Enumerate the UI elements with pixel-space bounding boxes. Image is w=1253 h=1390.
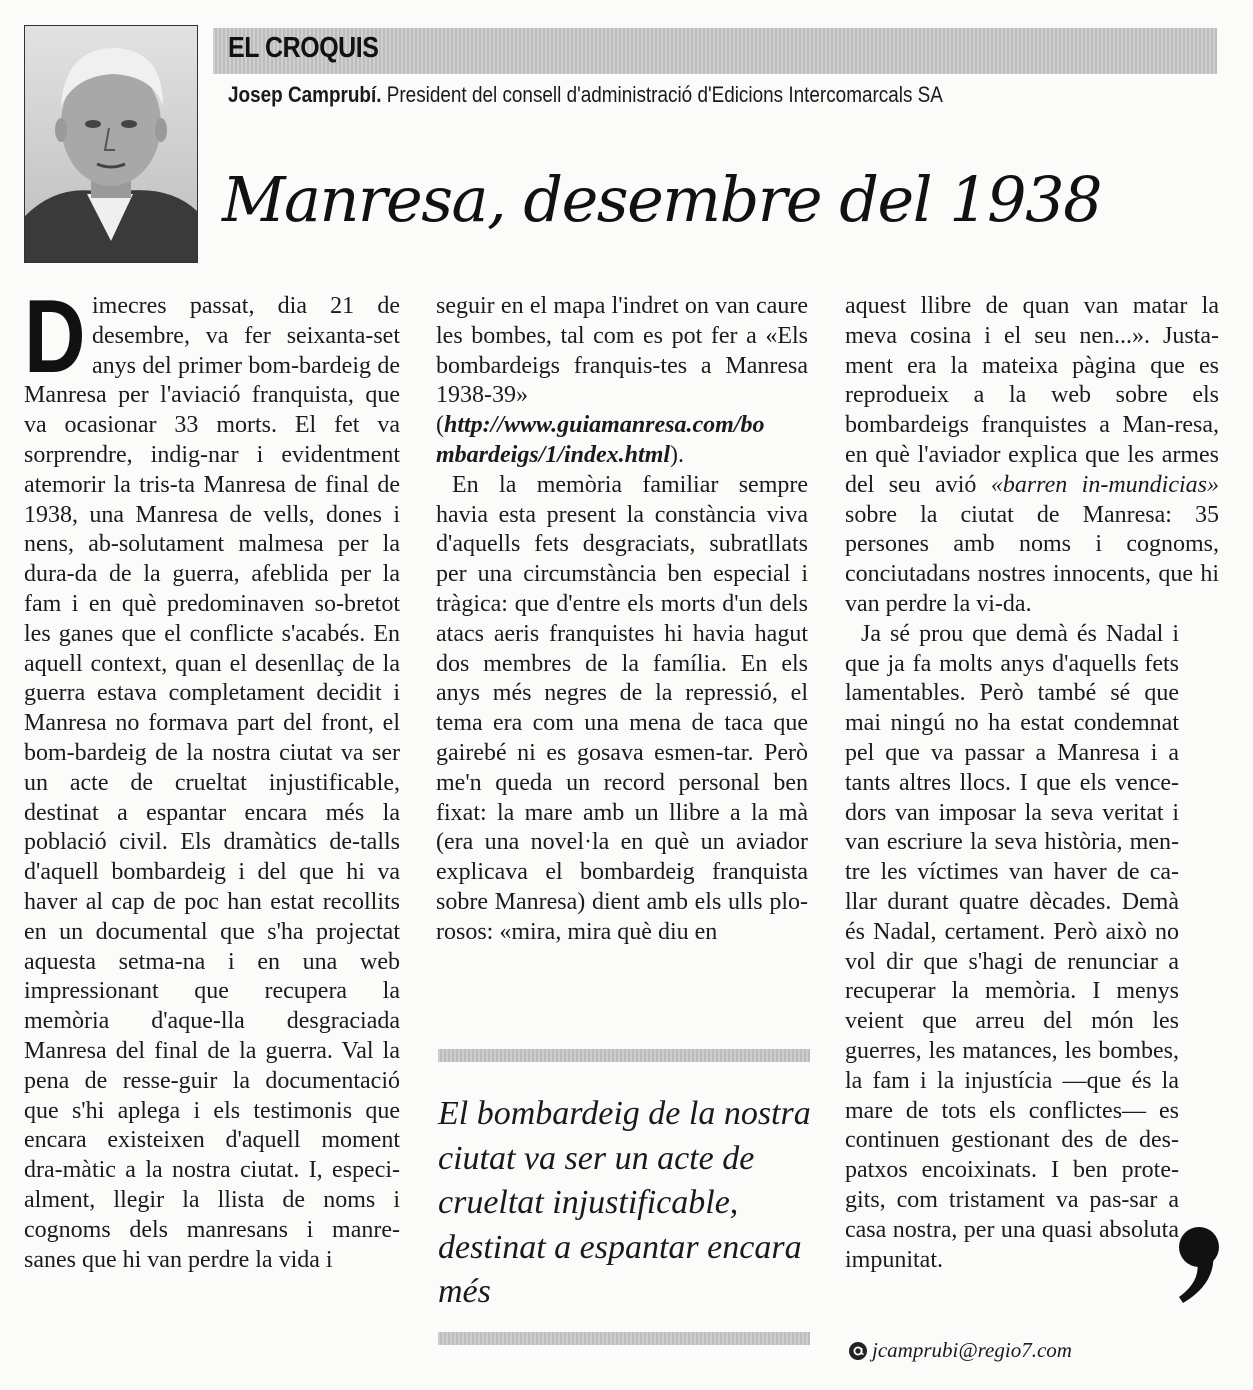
- byline: [228, 82, 943, 108]
- article-paragraph-3: En la memòria familiar sempre havia esta present la constància viva d'aquells fets desgraciats, subratllats per una circumstància ben especial i tràgica: que d'entre els morts d'un dels atacs aeris franquistes hi havia hagut dos membres de la família. En els anys més negres de la repressió, el tema era com una mena de taca que gairebé ni es gosava esmen-tar. Però me'n queda un record personal ben fixat: la mare amb un llibre a la mà (era una novel·la en què un aviador explicava el bombardeig franquista sobre Manresa) dient amb els ulls plo-rosos: «mira, mira què diu en: [436, 471, 808, 945]
- pullquote-bottom-bar: [438, 1332, 810, 1345]
- article-paragraph-5: Ja sé prou que demà és Nadal i que ja fa molts anys d'aquells fets lamentables. Però també sé que mai ningú no ha estat condemnat pel que va passar a Manresa i a tants altres llocs. I que els vence-dors van imposar la seva veritat i van escriure la seva història, men-tre les víctimes van haver de ca-llar durant quatre dècades. Demà és Nadal, certament. Però això no vol dir que s'hagi de renunciar a recuperar la memòria. I menys veient que arreu del món les guerres, les matances, les bombes, la fam i la injustícia —que és la mare de tots els conflictes— es continuen gestionant des de des-patxos encoixinats. I ben prote-gits, com tristament va pas-sar a casa nostra, per una quasi absoluta impunitat.: [845, 620, 1179, 1273]
- article-paragraph-4: aquest llibre de quan van matar la meva cosina i el seu nen...». Justa-ment era la mateixa pàgina que es reprodueix a la web sobre els bombardeigs franquistes a Man-resa, en què l'aviador explica que les armes del seu avió: [845, 293, 1219, 498]
- author-photo: [24, 25, 198, 263]
- article-column-2: seguir en el mapa l'indret on van caure les bombes, tal com es pot fer a «Els bombardeigs franquis-tes a Manresa 1938-39» (http://www.guiamanresa.com/bo mbardeigs/1/index.html). En la memòria familiar sempre havia esta present la constància viva d'aquells fets desgraciats, subratllats per una circumstància ben especial i tràgica: que d'entre els morts d'un dels atacs aeris franquistes hi havia hagut dos membres de la família. En els anys més negres de la repressió, el tema era com una mena de taca que gairebé ni es gosava esmen-tar. Però me'n queda un record personal ben fixat: la mare amb un llibre a la mà (era una novel·la en què un aviador explicava el bombardeig franquista sobre Manresa) dient amb els ulls plo-rosos: «mira, mira què diu en: [436, 292, 808, 948]
- article-column-3: aquest llibre de quan van matar la meva cosina i el seu nen...». Justa-ment era la mateixa pàgina que es reprodueix a la web sobre els bombardeigs franquistes a Man-resa, en què l'aviador explica que les armes del seu avió «barren in-mundicias» sobre la ciutat de Manresa: 35 persones amb noms i cognoms, conciutadans nostres innocents, que hi van perdre la vi-da. Ja sé prou que demà és Nadal i que ja fa molts anys d'aquells fets lamentables. Però també sé que mai ningú no ha estat condemnat pel que va passar a Manresa i a tants altres llocs. I que els vence-dors van imposar la seva veritat i van escriure la seva història, men-tre les víctimes van haver de ca-llar durant quatre dècades. Demà és Nadal, certament. Però això no vol dir que s'hagi de renunciar a recuperar la memòria. I menys veient que arreu del món les guerres, les matances, les bombes, la fam i la injustícia —que és la mare de tots els conflictes— es continuen gestionant des de des-patxos encoixinats. I ben prote-gits, com tristament va pas-sar a casa nostra, per una quasi absoluta impunitat.: [845, 292, 1219, 1275]
- article-quote-italic: «barren in-mundicias»: [990, 471, 1219, 498]
- article-column-1: [24, 279, 400, 1275]
- author-email[interactable]: jcamprubi@regio7.com: [872, 1338, 1072, 1362]
- at-sign-icon: [848, 1341, 868, 1361]
- article-paragraph-2: seguir en el mapa l'indret on van caure les bombes, tal com es pot fer a «Els bombardeigs franquis-tes a Manresa 1938-39» (: [436, 293, 808, 439]
- headline: Manresa, desembre del 1938: [222, 163, 1102, 236]
- drop-cap: D: [24, 279, 86, 395]
- section-title: EL CROQUIS: [228, 32, 379, 64]
- author-name: Josep Camprubí.: [228, 82, 382, 107]
- author-email-line: [848, 1338, 1072, 1363]
- article-paragraph-1: imecres passat, dia 21 de desembre, va fer seixanta-set anys del primer bom-bardeig de Manresa per l'aviació franquista, que va ocasionar 33 morts. El fet va sorprendre, indig-nar i evidentment atemorir la tris-ta Manresa de final de 1938, una Manresa de vells, dones i nens, ab-solutament malmesa per la dura-da de la guerra, afeblida per la fam i en què predominaven so-bretot les ganes que el conflicte s'acabés. En aquell context, quan el desenllaç de la guerra estava completament decidit i Manresa no formava part del front, el bom-bardeig de la nostra ciutat va ser un acte de crueltat injustificable, destinat a espantar encara més la població civil. Els dramàtics de-talls d'aquell bombardeig i del que hi va haver al cap de poc han estat recollits en un documental que s'ha projectat aquesta setma-na i en una web impressionant que recupera la memòria d'aque-lla desgraciada Manresa del final de la guerra. Val la pena de resse-guir la documentació que s'hi aplega i els testimonis que encara existeixen d'aquell moment dra-màtic a la nostra ciutat. I, especi-alment, llegir la llista de noms i cognoms dels manresans i manre-sanes que hi van perdre la vida i: [24, 293, 400, 1273]
- article-url: http://www.guiamanresa.com/bo mbardeigs/1/index.html: [436, 412, 765, 468]
- pullquote-top-bar: [438, 1049, 810, 1062]
- comma-endmark-icon: [1173, 1225, 1223, 1305]
- author-role: President del consell d'administració d'Edicions Intercomarcals SA: [381, 82, 943, 107]
- pullquote: El bombardeig de la nostra ciutat va ser un acte de crueltat injustificable, destinat a espantar encara més: [438, 1095, 811, 1310]
